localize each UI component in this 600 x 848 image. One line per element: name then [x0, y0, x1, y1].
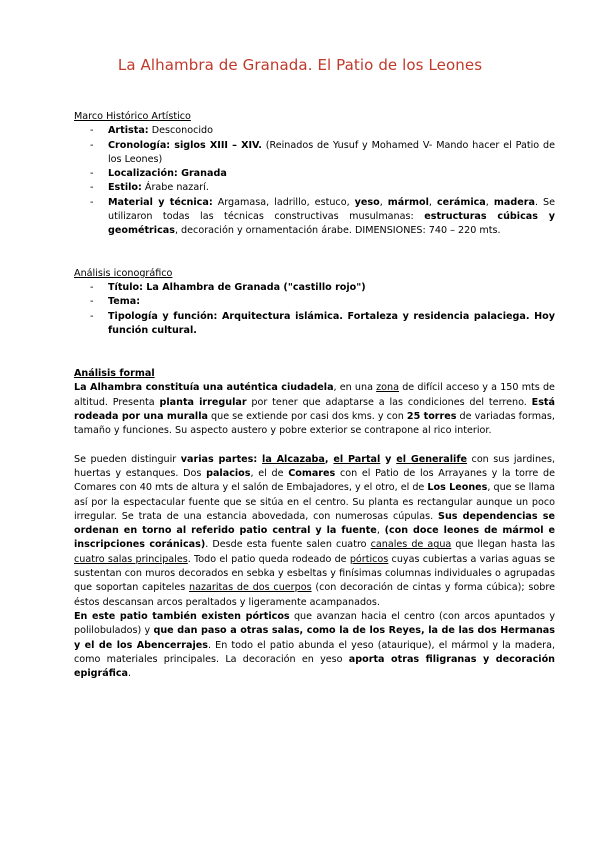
p1-text: de variadas formas, tamaño y funciones. Su aspecto austero y pobre exterior se contrapone al rico interior. [74, 411, 555, 437]
p2-text: que llegan hasta las [451, 539, 555, 551]
material-yeso: yeso [354, 196, 380, 208]
p2-bold: palacios [206, 467, 251, 479]
artista-value: Desconocido [148, 125, 213, 137]
p2-partal-text: el Partal [333, 453, 381, 465]
section-heading-iconografico: Análisis iconográfico [74, 267, 173, 279]
estilo-label: Estilo: [108, 182, 142, 194]
section-iconografico [74, 267, 555, 338]
p1-bold: Está rodeada por una muralla [74, 396, 555, 423]
p2-underline: canales de agua [370, 539, 452, 551]
p1-text: de difícil acceso y a 150 mts de altitud. Presenta [74, 382, 555, 408]
list-item-tema [90, 295, 555, 309]
p1-bold: 25 torres [406, 411, 457, 423]
artista-label: Artista: [108, 125, 149, 137]
material-text: , decoración y ornamentación árabe. DIMENSIONES: 740 – 220 mts. [174, 225, 501, 237]
section-formal [74, 367, 555, 681]
p1-underline: zona [376, 382, 400, 394]
estilo-value: Árabe nazarí. [141, 182, 209, 194]
material-text: Argamasa, ladrillo, estuco, [212, 196, 355, 208]
p2-generalife-text: el Generalife [396, 453, 468, 465]
p3-bold: En este patio también existen pórticos [74, 610, 290, 622]
list-item-titulo [90, 281, 555, 295]
p1-text: que se extiende por casi dos kms. y con [207, 411, 407, 423]
iconografico-list [74, 281, 555, 338]
p2-bold: varias partes: [180, 453, 263, 465]
p2-bold: Sus dependencias se ordenan en torno al referido patio central y la fuente [74, 510, 555, 537]
p3-bold: aporta otras filigranas y decoración epigráfica [74, 653, 555, 680]
p2-text: (con decoración de cintas y forma cúbica); sobre éstos descansan arcos peraltados y ligeramente acampanados. [74, 582, 556, 608]
marco-list [74, 124, 555, 238]
p2-bold: Comares [288, 467, 336, 479]
material-label: Material y técnica: [108, 196, 213, 208]
material-madera: madera [493, 196, 535, 208]
p2-underline: cuatro salas principales [74, 553, 188, 565]
list-item-artista [90, 124, 555, 138]
p2-bold: , [324, 453, 334, 465]
p1-text: , en una [333, 382, 377, 394]
p3-text: que avanzan hacia el centro (con arcos apuntados y polilobulados) y [74, 610, 555, 637]
p2-generalife [396, 454, 467, 465]
p2-text: , [376, 525, 385, 537]
p2-text: Se pueden distinguir [74, 453, 181, 465]
formal-heading-text: Análisis formal [74, 368, 155, 380]
p1-bold: planta irregular [159, 396, 247, 408]
page-title: La Alhambra de Granada. El Patio de los Leones [117, 56, 483, 74]
p3-bold: que dan paso a otras salas, como la de los Reyes, la de las dos Hermanas y el de los Abencerrajes [74, 625, 555, 651]
list-item-tipologia [90, 310, 555, 339]
p2-alcazaba [262, 454, 325, 465]
p3-text: . [128, 668, 132, 680]
material-text: . Se utilizaron todas las técnicas constructivas musulmanas: [108, 196, 555, 223]
p2-text: cuyas cubiertas a varias aguas se sustentan con muros decorados en sebka y esbeltas y finísimas columnas individuales o agrupadas que soportan capiteles [74, 553, 555, 594]
p2-text: con sus jardines, huertas y estanques. Dos [74, 453, 555, 479]
list-item-localizacion [90, 167, 555, 181]
material-estructuras: estructuras cúbicas y geométricas [108, 211, 555, 237]
material-text: , [379, 196, 388, 208]
p2-bold: (con doce leones de mármol e inscripciones coránicas) [74, 525, 555, 551]
p2-text: . Todo el patio queda rodeado de [187, 553, 350, 565]
paragraph-1 [74, 381, 555, 438]
section-heading-marco: Marco Histórico Artístico [74, 111, 191, 122]
cronologia-label: Cronología: siglos XIII – XIV. [108, 139, 262, 151]
paragraph-2 [74, 453, 555, 610]
p2-partal [333, 454, 380, 465]
p2-text: . Desde esta fuente salen cuatro [205, 539, 371, 551]
list-item-estilo [90, 181, 555, 195]
material-text: , [485, 196, 494, 208]
p1-bold: La Alhambra constituía una auténtica ciudadela [74, 382, 334, 394]
material-marmol: mármol [387, 196, 429, 208]
list-item-cronologia [90, 139, 555, 168]
cronologia-value: (Reinados de Yusuf y Mohamed V- Mando hacer el Patio de los Leones) [108, 139, 555, 165]
p3-text: . En todo el patio abunda el yeso (ataurique), el mármol y la madera, como materiales principales. La decoración en yeso [74, 639, 555, 665]
p1-text: por tener que adaptarse a las condiciones del terreno. [246, 396, 532, 408]
section-marco-historico [74, 110, 555, 239]
document-body [74, 110, 555, 681]
section-heading-formal [74, 367, 555, 381]
localizacion-label: Localización: Granada [108, 168, 227, 180]
p2-text: , que se llama así por la espectacular fuente que se sitúa en el centro. Su planta es rectangular aunque un poco irregular. Se trata de una estancia abovedada, con numerosas cúpulas. [74, 482, 556, 522]
p2-bold: Los Leones [427, 482, 488, 494]
titulo-text: Título: La Alhambra de Granada ("castillo rojo") [108, 281, 366, 293]
p2-text: con el Patio de los Arrayanes y la torre de Comares con 40 mts de altura y el salón de Embajadores, y el otro, el de [74, 467, 555, 494]
p2-text: , el de [250, 467, 289, 479]
p2-alcazaba-text: la Alcazaba [262, 453, 325, 465]
material-text: , [428, 196, 437, 208]
paragraph-3 [74, 610, 555, 681]
tipologia-text: Tipología y función: Arquitectura islámica. Fortaleza y residencia palaciega. Hoy función cultural. [108, 310, 555, 336]
p2-underline: pórticos [349, 553, 389, 565]
p2-underline: nazaritas de dos cuerpos [189, 582, 312, 594]
p2-bold: y [380, 453, 397, 465]
material-ceramica: cerámica [436, 196, 486, 208]
list-item-material [90, 196, 555, 239]
tema-text: Tema: [108, 296, 141, 308]
